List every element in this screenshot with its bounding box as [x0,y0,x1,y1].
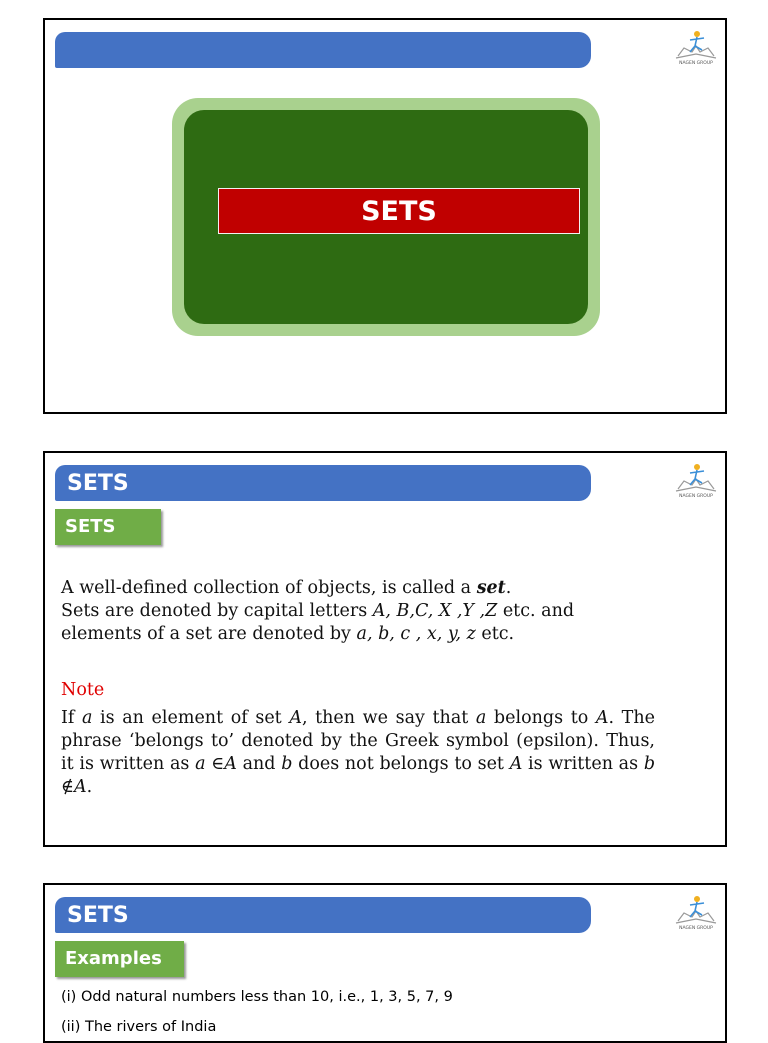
example-item: (i) Odd natural numbers less than 10, i.e., 1, 3, 5, 7, 9 [61,989,453,1005]
section-tag: SETS [55,509,161,545]
logo-icon [670,459,722,499]
logo-icon [670,26,722,66]
note-label: Note [61,680,105,700]
slide-examples [43,883,727,1043]
definition-paragraph: A well-defined collection of objects, is called a set. Sets are denoted by capital letters A, B,C, X ,Y ,Z etc. and elements of a set are denoted by a, b, c , x, y, z etc. [61,578,575,644]
svg-text:NAGEN GROUP: NAGEN GROUP [679,926,713,931]
slide-main-title: SETS [218,188,580,234]
svg-text:NAGEN GROUP: NAGEN GROUP [679,61,713,66]
title-frame [172,98,600,336]
example-item: (ii) The rivers of India [61,1019,217,1035]
note-paragraph: If a is an element of set A, then we say that a belongs to A. The phrase ‘belongs to’ denoted by the Greek symbol (epsilon). Thus, it is written as a ∈A and b does not belongs to set A is written as b ∉A. [61,708,656,797]
section-tag: Examples [55,941,184,977]
slide-banner [55,32,591,68]
title-board [184,110,588,324]
slide-banner: SETS [55,897,591,933]
logo-icon [670,891,722,931]
slide-banner: SETS [55,465,591,501]
slide-title [43,18,727,414]
svg-text:NAGEN GROUP: NAGEN GROUP [679,494,713,499]
slide-definition [43,451,727,847]
